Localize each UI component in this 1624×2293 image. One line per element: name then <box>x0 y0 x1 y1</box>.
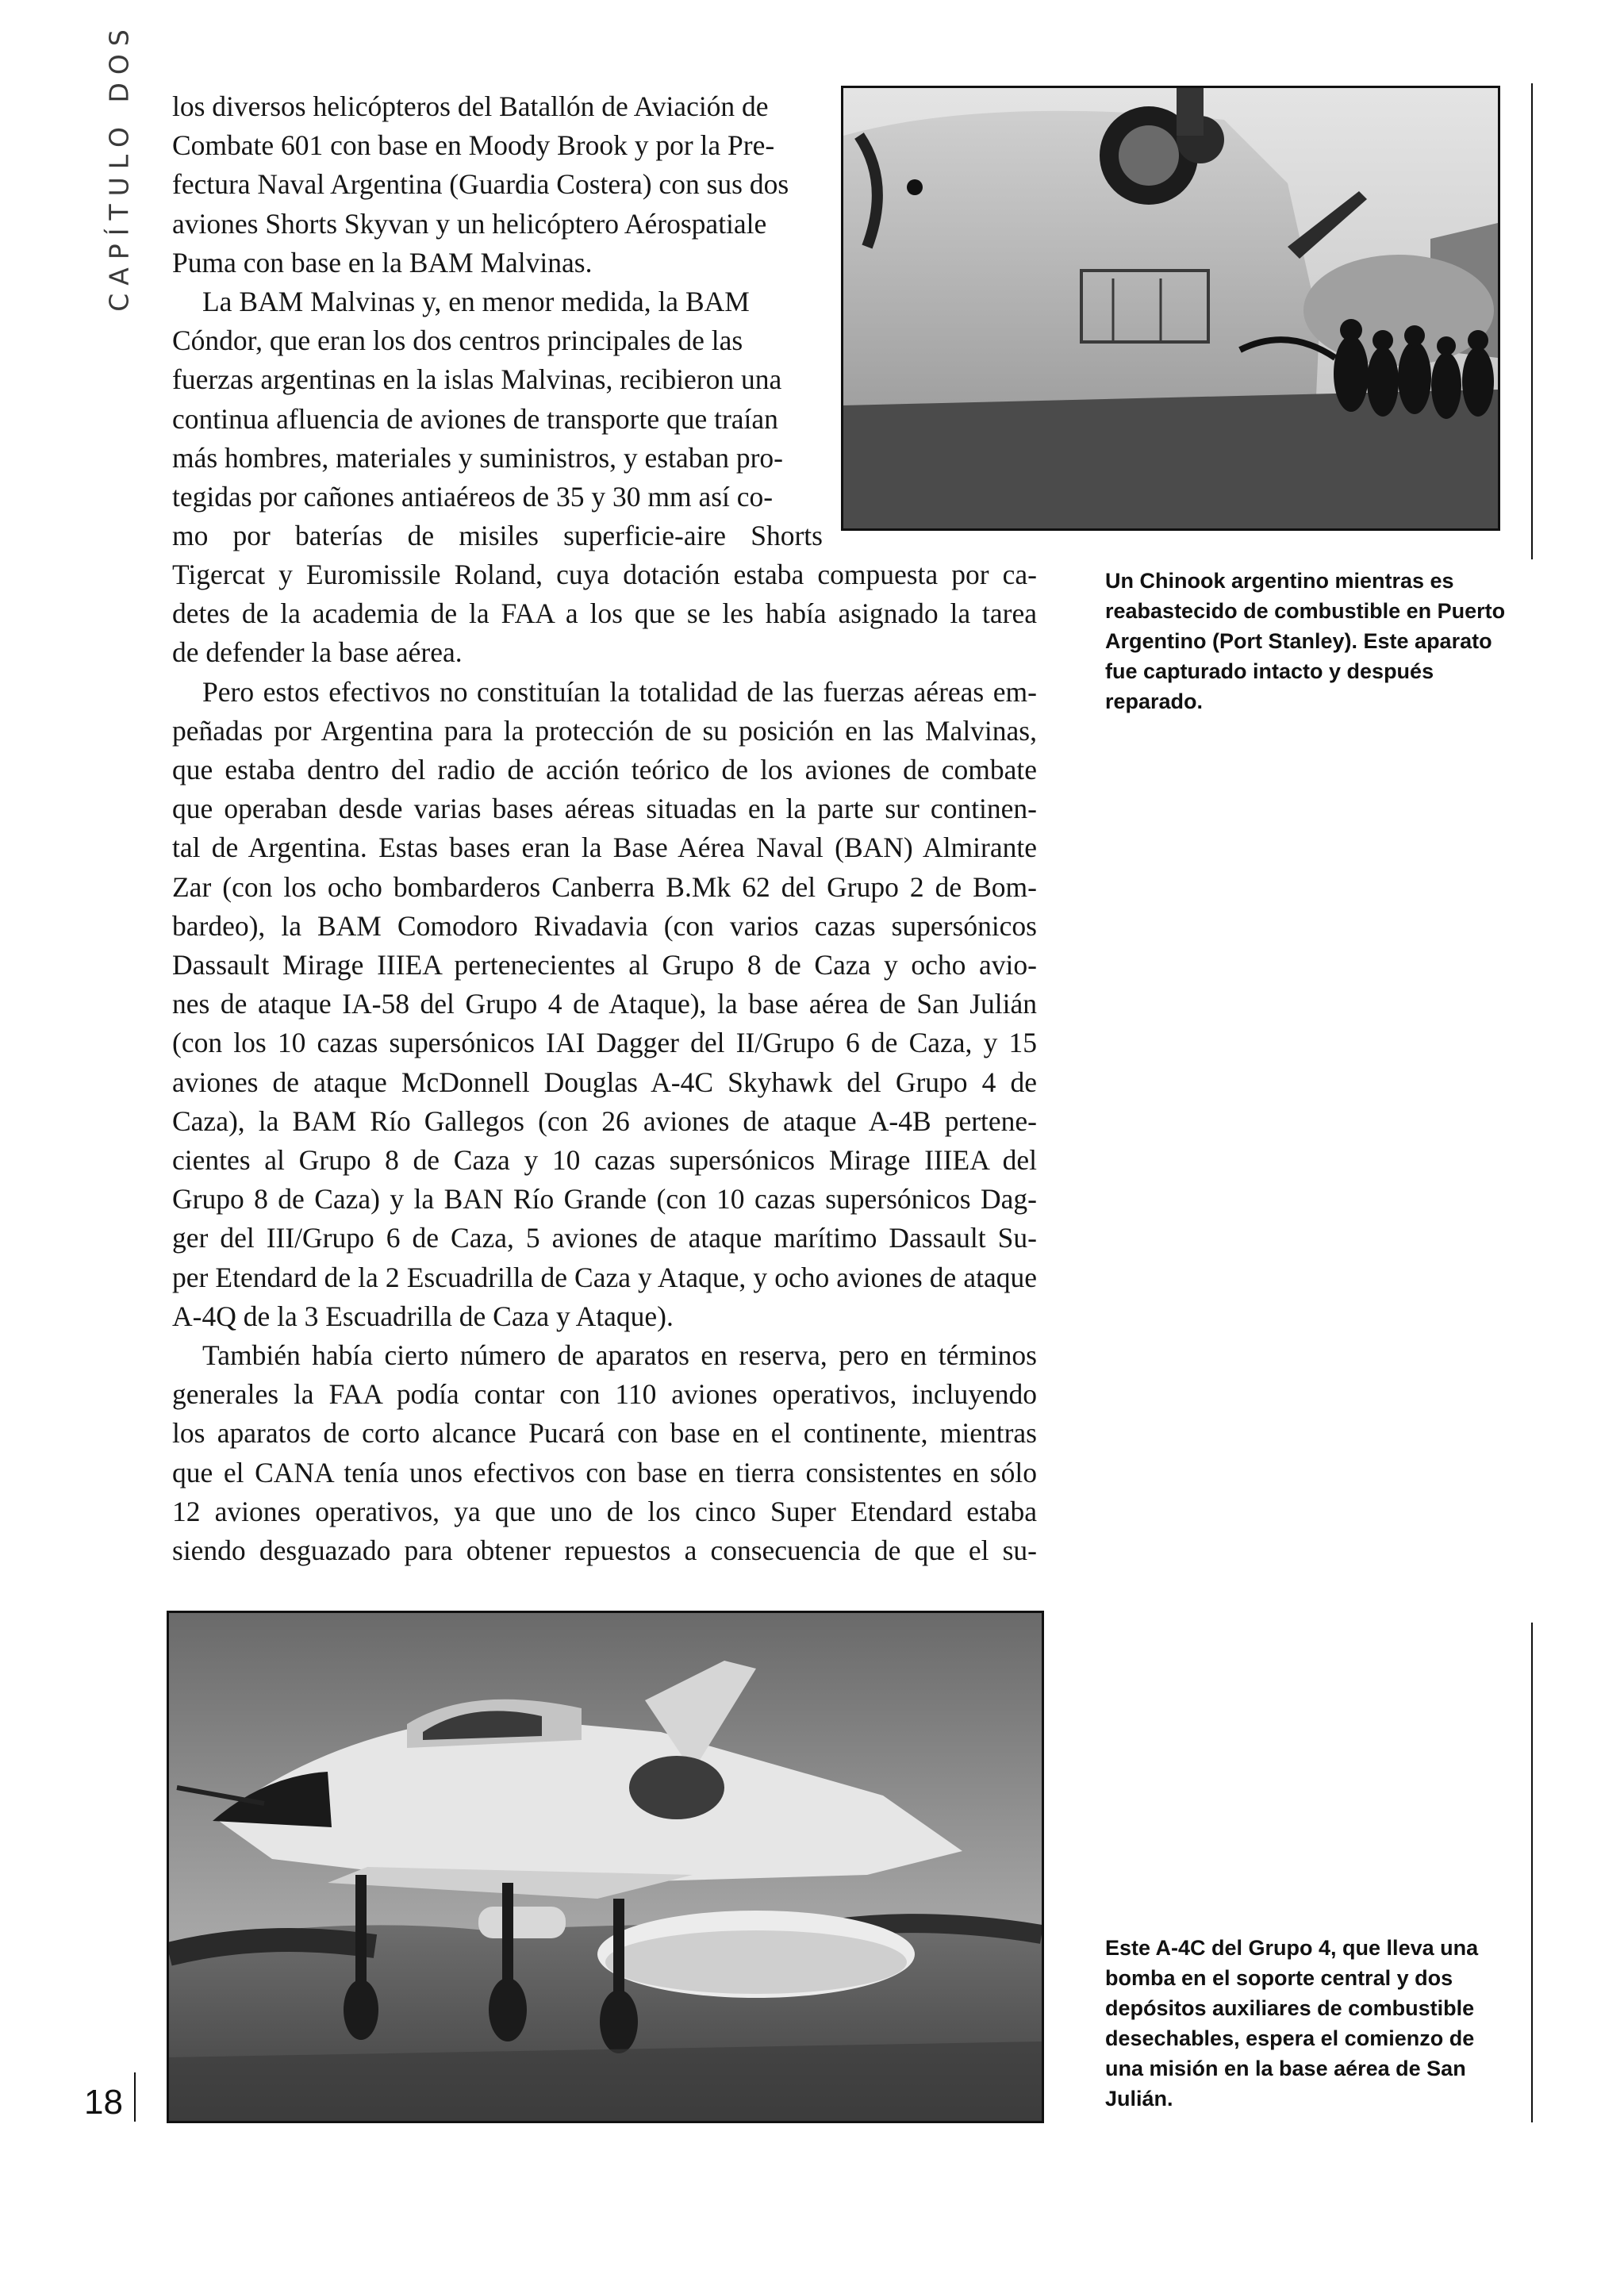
text-line: peñadas por Argentina para la protección de su posición en las Malvinas, <box>172 714 1037 747</box>
text-line: Combate 601 con base en Moody Brook y por la Pre- <box>172 129 775 162</box>
text-line: de defender la base aérea. <box>172 636 463 669</box>
text-line: A-4Q de la 3 Escuadrilla de Caza y Ataque). <box>172 1300 674 1332</box>
chinook-caption: Un Chinook argentino mientras es reabastecido de combustible en Puerto Argentino (Port Stanley). Este aparato fue capturado intacto y después reparado. <box>1105 569 1506 713</box>
a4c-photo <box>167 1611 1044 2123</box>
text-line: Tigercat y Euromissile Roland, cuya dotación estaba compuesta por ca- <box>172 559 1037 590</box>
a4c-illustration <box>169 1613 1042 2121</box>
text-line: siendo desguazado para obtener repuestos a consecuencia de que el su- <box>172 1534 1037 1567</box>
text-line: Pero estos efectivos no constituían la totalidad de las fuerzas aéreas em- <box>202 675 1037 708</box>
text-line: más hombres, materiales y suministros, y estaban pro- <box>172 441 783 474</box>
text-line: que el CANA tenía unos efectivos con base en tierra consistentes en sólo <box>172 1456 1037 1488</box>
text-line: fectura Naval Argentina (Guardia Costera) con sus dos <box>172 168 789 201</box>
text-line: cientes al Grupo 8 de Caza y 10 cazas supersónicos Mirage IIIEA del <box>172 1144 1037 1177</box>
text-line: los diversos helicópteros del Batallón de Aviación de <box>172 90 769 122</box>
text-line: tal de Argentina. Estas bases eran la Base Aérea Naval (BAN) Almirante <box>172 832 1037 864</box>
text-line: fuerzas argentinas en la islas Malvinas, recibieron una <box>172 363 782 396</box>
text-line: aviones de ataque McDonnell Douglas A-4C Skyhawk del Grupo 4 de <box>172 1066 1037 1098</box>
text-line: Puma con base en la BAM Malvinas. <box>172 246 593 278</box>
margin-rule <box>1531 1623 1533 2122</box>
margin-rule <box>1531 83 1533 559</box>
text-line: Cóndor, que eran los dos centros principales de las <box>172 325 743 357</box>
text-line: La BAM Malvinas y, en menor medida, la BAM <box>202 286 750 318</box>
text-line: nes de ataque IA-58 del Grupo 4 de Ataque), la base aérea de San Julián <box>172 988 1037 1020</box>
a4c-caption: Este A-4C del Grupo 4, que lleva una bomba en el soporte central y dos depósitos auxiliares de combustible desechables, espera el comienzo de una misión en la base aérea de San Julián. <box>1105 1936 1479 2111</box>
text-line: 12 aviones operativos, ya que uno de los cinco Super Etendard estaba <box>172 1495 1037 1527</box>
text-line: Dassault Mirage IIIEA pertenecientes al Grupo 8 de Caza y ocho avio- <box>172 949 1037 981</box>
text-line: Caza), la BAM Río Gallegos (con 26 aviones de ataque A-4B pertene- <box>172 1104 1037 1137</box>
text-line: per Etendard de la 2 Escuadrilla de Caza y Ataque, y ocho aviones de ataque <box>172 1261 1037 1293</box>
text-line: Grupo 8 de Caza) y la BAN Río Grande (con 10 cazas supersónicos Dag- <box>172 1183 1037 1216</box>
text-line: generales la FAA podía contar con 110 aviones operativos, incluyendo <box>172 1378 1037 1411</box>
text-line: ger del III/Grupo 6 de Caza, 5 aviones de ataque marítimo Dassault Su- <box>172 1222 1037 1254</box>
body-text-main <box>172 555 1037 1570</box>
chinook-illustration <box>843 88 1498 528</box>
margin-rule <box>134 2072 136 2122</box>
text-line: mo por baterías de misiles superficie-aire Shorts <box>172 520 823 552</box>
text-line: Zar (con los ocho bombarderos Canberra B.Mk 62 del Grupo 2 de Bom- <box>172 870 1037 903</box>
text-line: los aparatos de corto alcance Pucará con base en el continente, mientras <box>172 1417 1037 1450</box>
chapter-label: CAPÍTULO DOS <box>103 21 135 312</box>
chinook-photo <box>841 86 1500 531</box>
page-number: 18 <box>84 2083 123 2122</box>
text-line: (con los 10 cazas supersónicos IAI Dagger del II/Grupo 6 de Caza, y 15 <box>172 1027 1037 1059</box>
text-line: que operaban desde varias bases aéreas situadas en la parte sur continen- <box>172 793 1037 825</box>
body-text-top <box>172 87 823 555</box>
text-line: tegidas por cañones antiaéreos de 35 y 30 mm así co- <box>172 481 774 513</box>
text-line: aviones Shorts Skyvan y un helicóptero Aérospatiale <box>172 207 767 240</box>
text-line: detes de la academia de la FAA a los que se les había asignado la tarea <box>172 597 1037 630</box>
text-line: bardeo), la BAM Comodoro Rivadavia (con varios cazas supersónicos <box>172 909 1037 942</box>
text-line: que estaba dentro del radio de acción teórico de los aviones de combate <box>172 754 1037 786</box>
text-line: También había cierto número de aparatos en reserva, pero en términos <box>202 1339 1037 1372</box>
text-line: continua afluencia de aviones de transporte que traían <box>172 402 778 435</box>
